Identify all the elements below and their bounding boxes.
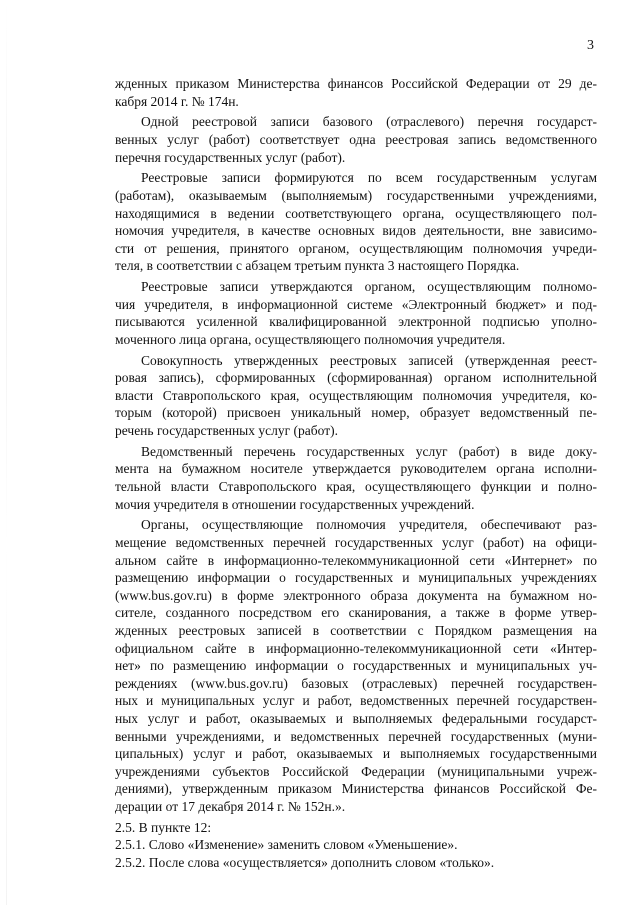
text-line: нет» по размещению информации о государственных и муниципальных уч- xyxy=(115,658,597,674)
text-line: писываются усиленной квалифицированной электронной подписью уполно- xyxy=(115,314,597,330)
page-number: 3 xyxy=(587,38,594,53)
text-line: перечня государственных услуг (работ). xyxy=(115,149,346,165)
text-line: дениями), утвержденным приказом Министерства финансов Российской Фе- xyxy=(115,781,597,797)
text-line: находящимися в ведении соответствующего органа, осуществляющего пол- xyxy=(115,205,597,221)
text-line: Одной реестровой записи базового (отраслевого) перечня государст- xyxy=(141,114,597,130)
text-line: Органы, осуществляющие полномочия учредителя, обеспечивают раз- xyxy=(141,517,597,533)
text-line: мочия учредителя в отношении государственных учреждений. xyxy=(115,496,475,512)
item-2-5-2: 2.5.2. После слова «осуществляется» дополнить словом «только». xyxy=(115,854,495,870)
text-line: (работам), оказываемым (выполняемым) государственными учреждениями, xyxy=(115,187,597,203)
text-line: реждениях (www.bus.gov.ru) базовых (отраслевых) перечней государствен- xyxy=(115,675,597,691)
scan-edge-shadow xyxy=(6,0,7,905)
text-line: жденных приказом Министерства финансов Российской Федерации от 29 де- xyxy=(115,76,597,91)
text-line: венными учреждениями, и ведомственных перечней государственных (муни- xyxy=(115,728,597,744)
paragraph-5 xyxy=(89,352,597,440)
text-line: речень государственных услуг (работ). xyxy=(115,423,338,439)
text-line: теля, в соответствии с абзацем третьим пункта 3 настоящего Порядка. xyxy=(115,258,520,274)
text-line: жденных реестровых записей в соответствии с Порядком размещения на xyxy=(115,622,597,638)
paragraph-2 xyxy=(89,113,597,166)
text-line: мещение ведомственных перечней государственных услуг (работ) на офици- xyxy=(115,534,597,550)
document-body xyxy=(89,75,597,871)
text-line: размещению информации о государственных и муниципальных учреждениях xyxy=(115,570,597,586)
text-line: чия учредителя, в информационной системе «Электронный бюджет» и под- xyxy=(115,296,597,312)
paragraph-6 xyxy=(89,443,597,513)
text-line: дерации от 17 декабря 2014 г. № 152н.». xyxy=(115,798,346,814)
text-line: венных услуг (работ) соответствует одна реестровая запись ведомственного xyxy=(115,131,597,147)
paragraph-4 xyxy=(89,278,597,348)
text-line: власти Ставропольского края, осуществляющим полномочия учредителя, ко- xyxy=(115,387,597,403)
text-line: сителе, созданного посредством его сканирования, а также в форме утвер- xyxy=(115,605,597,621)
text-line: торым (которой) присвоен уникальный номер, образует ведомственный пе- xyxy=(115,405,597,421)
text-line: (www.bus.gov.ru) в форме электронного образа документа на бумажном но- xyxy=(115,587,597,603)
paragraph-7 xyxy=(89,516,597,815)
item-2-5: 2.5. В пункте 12: xyxy=(115,819,212,835)
text-line: учреждениями субъектов Российской Федерации (муниципальными учреж- xyxy=(115,763,597,779)
item-2-5-1: 2.5.1. Слово «Изменение» заменить словом «Уменьшение». xyxy=(115,837,458,853)
text-line: сти от решения, принятого органом, осуществляющим полномочия учреди- xyxy=(115,240,597,256)
text-line: ципальных) услуг и работ, оказываемых и выполняемых государственными xyxy=(115,746,597,762)
text-line: официальном сайте в информационно-телекоммуникационной сети «Интер- xyxy=(115,640,597,656)
text-line: Реестровые записи утверждаются органом, осуществляющим полномо- xyxy=(141,279,597,295)
text-line: Реестровые записи формируются по всем государственным услугам xyxy=(141,170,597,186)
text-line: ных и муниципальных услуг и работ, ведомственных перечней государствен- xyxy=(115,693,597,709)
text-line: кабря 2014 г. № 174н. xyxy=(115,93,239,109)
text-line: тельной власти Ставропольского края, осуществляющего функции и полно- xyxy=(115,479,597,494)
text-line: ных услуг и работ, оказываемых и выполняемых федеральными государст- xyxy=(115,710,597,726)
paragraph-3 xyxy=(89,169,597,275)
text-line: номочия учредителя, в качестве основных видов деятельности, вне зависимо- xyxy=(115,223,597,239)
text-line: Совокупность утвержденных реестровых записей (утвержденная реест- xyxy=(141,352,597,368)
text-line: моченного лица органа, осуществляющего полномочия учредителя. xyxy=(115,331,506,347)
text-line: альном сайте в информационно-телекоммуникационной сети «Интернет» по xyxy=(115,552,597,568)
paragraph-1 xyxy=(89,75,597,110)
text-line: мента на бумажном носителе утверждается руководителем органа исполни- xyxy=(115,461,597,477)
text-line: ровая запись), сформированных (сформированная) органом исполнительной xyxy=(115,370,597,386)
text-line: Ведомственный перечень государственных услуг (работ) в виде доку- xyxy=(141,443,597,459)
